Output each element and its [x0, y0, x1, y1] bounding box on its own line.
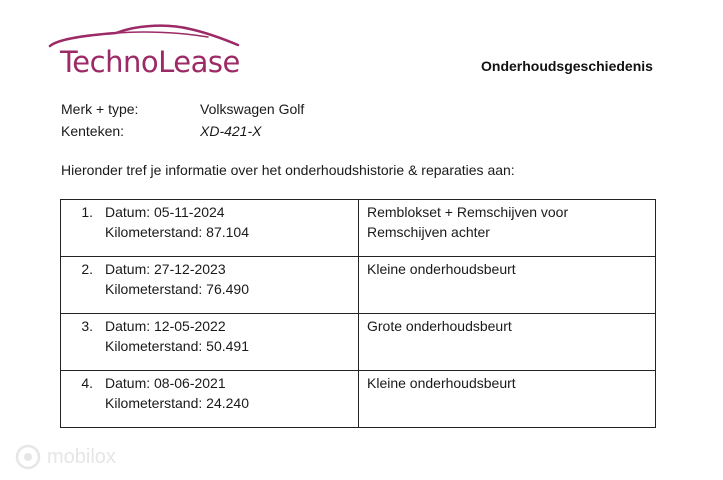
work-line: Kleine onderhoudsbeurt [367, 261, 516, 277]
make-value: Volkswagen Golf [200, 101, 305, 117]
mobilox-logo-icon [15, 444, 41, 470]
make-row [61, 98, 304, 120]
plate-label: Kenteken: [61, 123, 125, 139]
table-row [61, 371, 656, 428]
record-work [359, 200, 656, 257]
watermark-text: mobilox [47, 445, 116, 468]
plate-row [61, 120, 304, 142]
work-line: Remschijven achter [367, 223, 490, 240]
work-line: Grote onderhoudsbeurt [367, 318, 512, 334]
maintenance-history-table [60, 199, 656, 428]
record-work [359, 314, 656, 371]
work-line: Kleine onderhoudsbeurt [367, 375, 516, 391]
make-label: Merk + type: [61, 101, 139, 117]
record-details [61, 314, 359, 371]
record-date: Datum: 27-12-2023 [105, 261, 226, 277]
record-details [61, 200, 359, 257]
intro-text: Hieronder tref je informatie over het onderhoudshistorie & reparaties aan: [61, 162, 515, 178]
table-row [61, 257, 656, 314]
document-title: Onderhoudsgeschiedenis [481, 58, 653, 74]
record-number: 2. [81, 261, 93, 277]
record-number: 1. [81, 204, 93, 220]
record-mileage: Kilometerstand: 87.104 [105, 223, 249, 240]
record-number: 4. [81, 375, 93, 391]
vehicle-info [61, 98, 304, 142]
mobilox-watermark [15, 444, 116, 470]
record-details [61, 371, 359, 428]
technolease-logo [48, 22, 248, 82]
record-date: Datum: 05-11-2024 [105, 204, 225, 220]
record-number: 3. [81, 318, 93, 334]
record-date: Datum: 08-06-2021 [105, 375, 226, 391]
record-mileage: Kilometerstand: 76.490 [105, 280, 249, 297]
table-row [61, 200, 656, 257]
plate-value: XD-421-X [200, 123, 262, 139]
table-row [61, 314, 656, 371]
record-mileage: Kilometerstand: 24.240 [105, 394, 249, 411]
record-details [61, 257, 359, 314]
record-mileage: Kilometerstand: 50.491 [105, 337, 249, 354]
record-date: Datum: 12-05-2022 [105, 318, 226, 334]
record-work [359, 257, 656, 314]
record-work [359, 371, 656, 428]
work-line: Remblokset + Remschijven voor [367, 204, 569, 220]
brand-name: TechnoLease [60, 45, 240, 79]
